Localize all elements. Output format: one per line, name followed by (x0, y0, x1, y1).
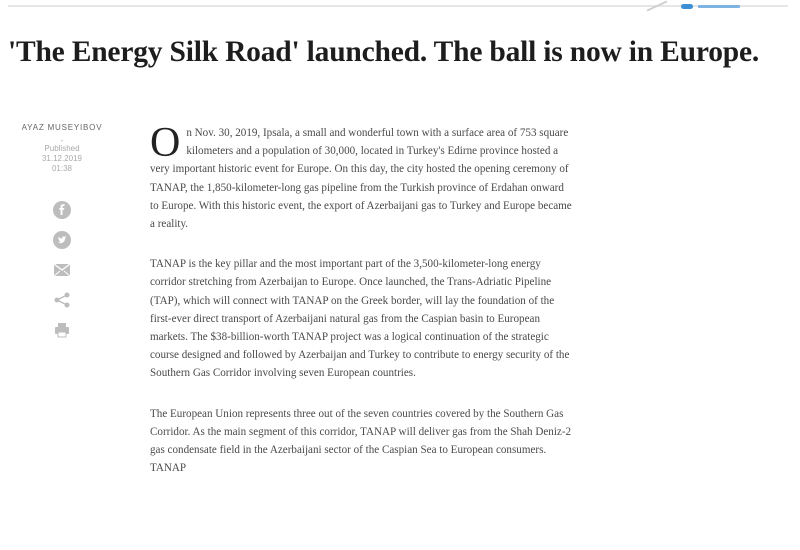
email-icon[interactable] (53, 260, 72, 279)
published-label: Published (44, 144, 80, 153)
twitter-icon[interactable] (53, 230, 72, 249)
meta-separator: - (60, 136, 64, 145)
facebook-icon[interactable] (53, 200, 72, 219)
author-link[interactable]: AYAZ MUSEYIBOV (21, 123, 103, 132)
drop-cap: O (150, 120, 181, 166)
article-headline: 'The Energy Silk Road' launched. The ball is now in Europe. (8, 36, 760, 68)
brand-label-obscured (698, 5, 740, 8)
brand-icon (681, 4, 693, 9)
share-icon[interactable] (53, 290, 72, 309)
share-buttons (52, 200, 72, 339)
paragraph-1-text: n Nov. 30, 2019, Ipsala, a small and wonderful town with a surface area of 753 square kilometers and a population of 30,000, located in Turkey's Edirne province hosted a very important historic event for Europe. On this day, the city hosted the opening ceremony of TANAP, the 1,850-kilometer-long gas pipeline from the Turkish province of Erdahan onward to Europe. With this historic event, the export of Azerbaijani gas to Turkey and Europe became a reality. (150, 127, 572, 231)
top-right-brand[interactable] (646, 1, 740, 11)
published-date: 31.12.2019 (41, 154, 83, 163)
print-icon[interactable] (53, 320, 72, 339)
paragraph-2: TANAP is the key pillar and the most important part of the 3,500-kilometer-long energy corridor stretching from Azerbaijan to Europe. Once launched, the Trans-Adriatic Pipeline (TAP), which will connect with TANAP on the Greek border, will lay the foundation of the first-ever direct transport of Azerbaijani natural gas from the Caspian basin to European markets. The $38-billion-worth TANAP project was a logical continuation of the strategic course designed and followed by Azerbaijan and Turkey to contribute to energy security of the Southern Gas Corridor involving seven European countries. (150, 258, 570, 380)
article-meta-sidebar (0, 123, 124, 174)
published-time: 01:38 (51, 164, 73, 173)
article-body (150, 120, 574, 499)
divider (647, 0, 668, 11)
paragraph-3: The European Union represents three out of the seven countries covered by the Southern Gas Corridor. As the main segment of this corridor, TANAP will deliver gas from the Shah Deniz-2 gas condensate field in the Azerbaijani sector of the Caspian Sea to European consumers. TANAP (150, 407, 572, 475)
paragraph-1 (150, 120, 574, 233)
